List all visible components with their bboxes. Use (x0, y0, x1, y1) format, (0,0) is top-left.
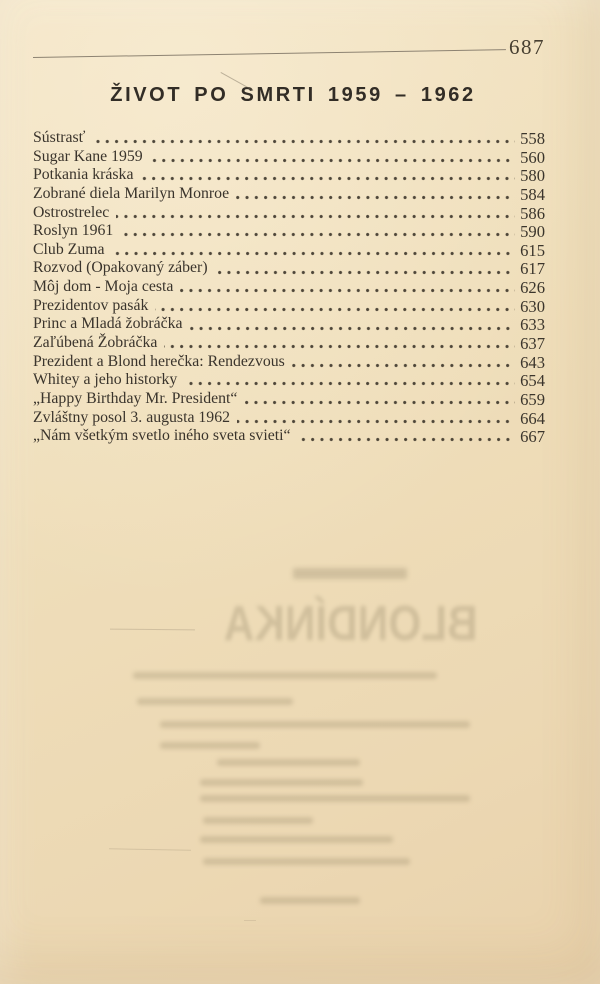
dot-leader (190, 326, 516, 331)
toc-entry-title: Roslyn 1961 (33, 222, 114, 240)
toc-entry-title: Zvláštny posol 3. augusta 1962 (33, 408, 231, 426)
toc-entry-page-number: 643 (520, 352, 545, 372)
toc-row (33, 390, 545, 409)
ghost-author-line (293, 568, 407, 579)
toc-entry-title: Rozvod (Opakovaný záber) (33, 259, 208, 277)
ghost-text-line (160, 742, 260, 749)
toc-row (33, 185, 545, 204)
ghost-text-line (203, 858, 410, 865)
dot-leader (237, 419, 515, 424)
header-rule (33, 49, 506, 58)
toc-row (33, 278, 545, 297)
toc-entry-page-number: 590 (520, 222, 545, 242)
toc-entry-page-number: 659 (520, 389, 545, 409)
ghost-text-line (200, 795, 470, 802)
ghost-book-title: BLONDÍNKA (223, 595, 478, 651)
toc-entry-page-number: 664 (520, 408, 545, 428)
toc-row (33, 334, 545, 353)
chapter-heading: ŽIVOT PO SMRTI 1959 – 1962 (110, 84, 476, 106)
toc-entry-title: Prezidentov pasák (33, 296, 149, 314)
toc-row (33, 222, 545, 241)
toc-entry-page-number: 560 (520, 147, 545, 167)
dot-leader (180, 288, 515, 293)
dot-leader (112, 251, 516, 256)
toc-entry-page-number: 586 (520, 203, 545, 223)
toc-list (33, 129, 545, 446)
toc-row (33, 148, 545, 167)
toc-entry-page-number: 626 (520, 278, 545, 298)
dot-leader (244, 400, 515, 405)
toc-entry-title: Sústrasť (33, 129, 86, 146)
ghost-text-line (160, 721, 470, 728)
dot-leader (116, 214, 515, 219)
toc-row (33, 427, 545, 446)
toc-entry-page-number: 654 (520, 371, 545, 391)
dot-leader (155, 307, 515, 312)
toc-entry-page-number: 667 (520, 427, 545, 447)
toc-row (33, 204, 545, 223)
ghost-text-line (137, 698, 293, 705)
toc-row (33, 409, 545, 428)
scratch-mark (244, 920, 256, 921)
ghost-text-line (200, 836, 393, 843)
toc-entry-page-number: 615 (520, 240, 545, 260)
toc-entry-page-number: 637 (520, 334, 545, 354)
toc-entry-title: Princ a Mladá žobráčka (33, 315, 183, 333)
toc-entry-page-number: 617 (520, 259, 545, 279)
ghost-text-line (200, 779, 363, 786)
toc-row (33, 297, 545, 316)
dot-leader (292, 363, 515, 368)
toc-entry-title: „Happy Birthday Mr. President“ (33, 389, 238, 407)
toc-entry-title: Zobrané diela Marilyn Monroe (33, 184, 230, 202)
ghost-text-line (133, 672, 437, 679)
ghost-text-line (203, 817, 313, 824)
toc-entry-title: Potkania kráska (33, 166, 134, 184)
toc-row (33, 259, 545, 278)
toc-row (33, 166, 545, 185)
dot-leader (236, 195, 515, 200)
toc-row (33, 129, 545, 148)
scratch-mark (110, 629, 195, 631)
toc-entry-page-number: 633 (520, 315, 545, 335)
toc-entry-title: „Nám všetkým svetlo iného sveta svieti“ (33, 427, 291, 445)
toc-entry-title: Zaľúbená Žobráčka (33, 334, 158, 352)
ghost-text-line (260, 897, 360, 904)
toc-entry-title: Môj dom - Moja cesta (33, 278, 174, 296)
toc-row (33, 353, 545, 372)
toc-entry-title: Prezident a Blond herečka: Rendezvous (33, 352, 285, 370)
dot-leader (92, 139, 515, 144)
dot-leader (150, 158, 515, 163)
dot-leader (140, 176, 515, 181)
toc-entry-title: Ostrostrelec (33, 203, 110, 221)
dot-leader (120, 232, 515, 237)
toc-entry-page-number: 630 (520, 296, 545, 316)
ghost-text-line (217, 759, 360, 766)
toc-row (33, 241, 545, 260)
toc-row (33, 371, 545, 390)
toc-entry-title: Sugar Kane 1959 (33, 147, 143, 165)
scratch-mark (109, 848, 191, 850)
toc-row (33, 315, 545, 334)
toc-entry-title: Club Zuma (33, 240, 105, 258)
toc-entry-page-number: 580 (520, 166, 545, 186)
dot-leader (184, 381, 515, 386)
toc-entry-page-number: 584 (520, 184, 545, 204)
toc-entry-title: Whitey a jeho historky (33, 371, 178, 389)
dot-leader (164, 344, 515, 349)
dot-leader (298, 437, 516, 442)
toc-entry-page-number: 558 (520, 129, 545, 148)
page-folio: 687 (509, 35, 545, 59)
dot-leader (215, 270, 516, 275)
